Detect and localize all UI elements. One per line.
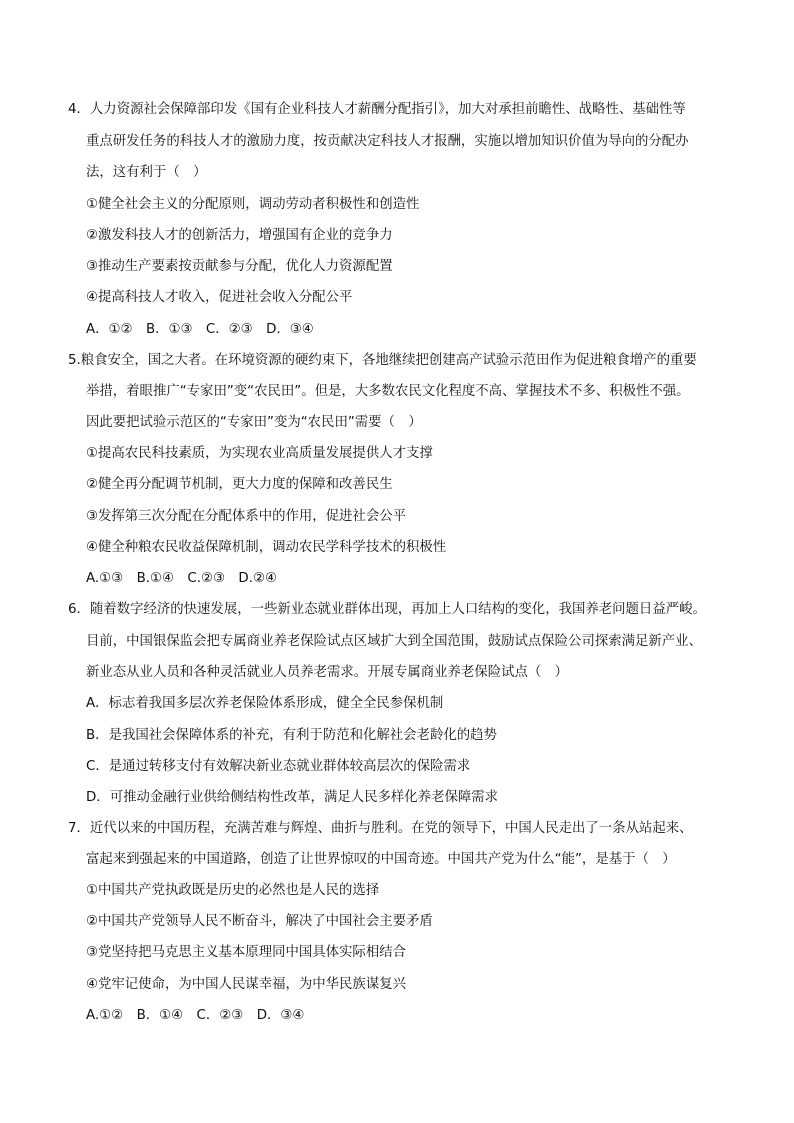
statement-option: ①提高农民科技素质，为实现农业高质量发展提供人才支撑 [86,446,433,461]
choice-option-a: A．标志着我国多层次养老保险体系形成，健全全民参保机制 [86,696,444,711]
choice-option-b: B．是我国社会保障体系的补充，有利于防范和化解社会老龄化的趋势 [86,728,497,743]
choice-option-d: D．可推动金融行业供给侧结构性改革，满足人民多样化养老保障需求 [86,790,499,805]
statement-option: ②中国共产党领导人民不断奋斗，解决了中国社会主要矛盾 [86,914,433,929]
statement-option: ④党牢记使命，为中国人民谋幸福，为中华民族谋复兴 [86,977,406,992]
answer-choices: A.①③ B.①④ C.②③ D.②④ [86,571,278,586]
statement-option: ③推动生产要素按贡献参与分配，优化人力资源配置 [86,259,393,274]
choice-option-c: C．是通过转移支付有效解决新业态就业群体较高层次的保险需求 [86,759,471,774]
statement-option: ③发挥第三次分配在分配体系中的作用，促进社会公平 [86,509,406,524]
question-stem-line: 法，这有利于（ ） [86,165,207,180]
answer-choices: A.①② B．①④ C．②③ D．③④ [86,1008,305,1023]
question-stem-line: 举措，着眼推广“专家田”变“农民田”。但是，大多数农民文化程度不高、掌握技术不多、积极性不强。 [86,384,690,399]
statement-option: ④提高科技人才收入，促进社会收入分配公平 [86,290,353,305]
statement-option: ②健全再分配调节机制，更大力度的保障和改善民生 [86,477,393,492]
question-stem-line: 新业态从业人员和各种灵活就业人员养老需求。开展专属商业养老保险试点（ ） [86,665,569,680]
statement-option: ③党坚持把马克思主义基本原理同中国具体实际相结合 [86,945,406,960]
statement-option: ④健全种粮农民收益保障机制，调动农民学科学技术的积极性 [86,540,447,555]
statement-option: ①中国共产党执政既是历史的必然也是人民的选择 [86,883,380,898]
question-stem-line: 重点研发任务的科技人才的激励力度，按贡献决定科技人才报酬，实施以增加知识价值为导向的分配办 [86,134,689,149]
question-stem-line: 7．近代以来的中国历程，充满苦难与辉煌、曲折与胜利。在党的领导下，中国人民走出了一条从站起来、 [68,821,693,836]
question-stem-line: 目前，中国银保监会把专属商业养老保险试点区域扩大到全国范围，鼓励试点保险公司探索满足新产业、 [86,634,702,649]
question-stem-line: 5.粮食安全，国之大者。在环境资源的硬约束下，各地继续把创建高产试验示范田作为促进粮食增产的重要 [68,353,697,368]
answer-choices: A．①② B．①③ C．②③ D．③④ [86,322,314,337]
question-stem-line: 6．随着数字经济的快速发展，一些新业态就业群体出现，再加上人口结构的变化，我国养老问题日益严峻。 [68,602,706,617]
statement-option: ②激发科技人才的创新活力，增强国有企业的竞争力 [86,228,393,243]
statement-option: ①健全社会主义的分配原则，调动劳动者积极性和创造性 [86,197,420,212]
question-stem-line: 4．人力资源社会保障部印发《国有企业科技人才薪酬分配指引》，加大对承担前瞻性、战略性、基础性等 [68,102,686,117]
question-stem-line: 富起来到强起来的中国道路，创造了让世界惊叹的中国奇迹。中国共产党为什么“能”，是基于（ ） [86,852,676,867]
question-stem-line: 因此要把试验示范区的“专家田”变为“农民田”需要（ ） [86,415,422,430]
